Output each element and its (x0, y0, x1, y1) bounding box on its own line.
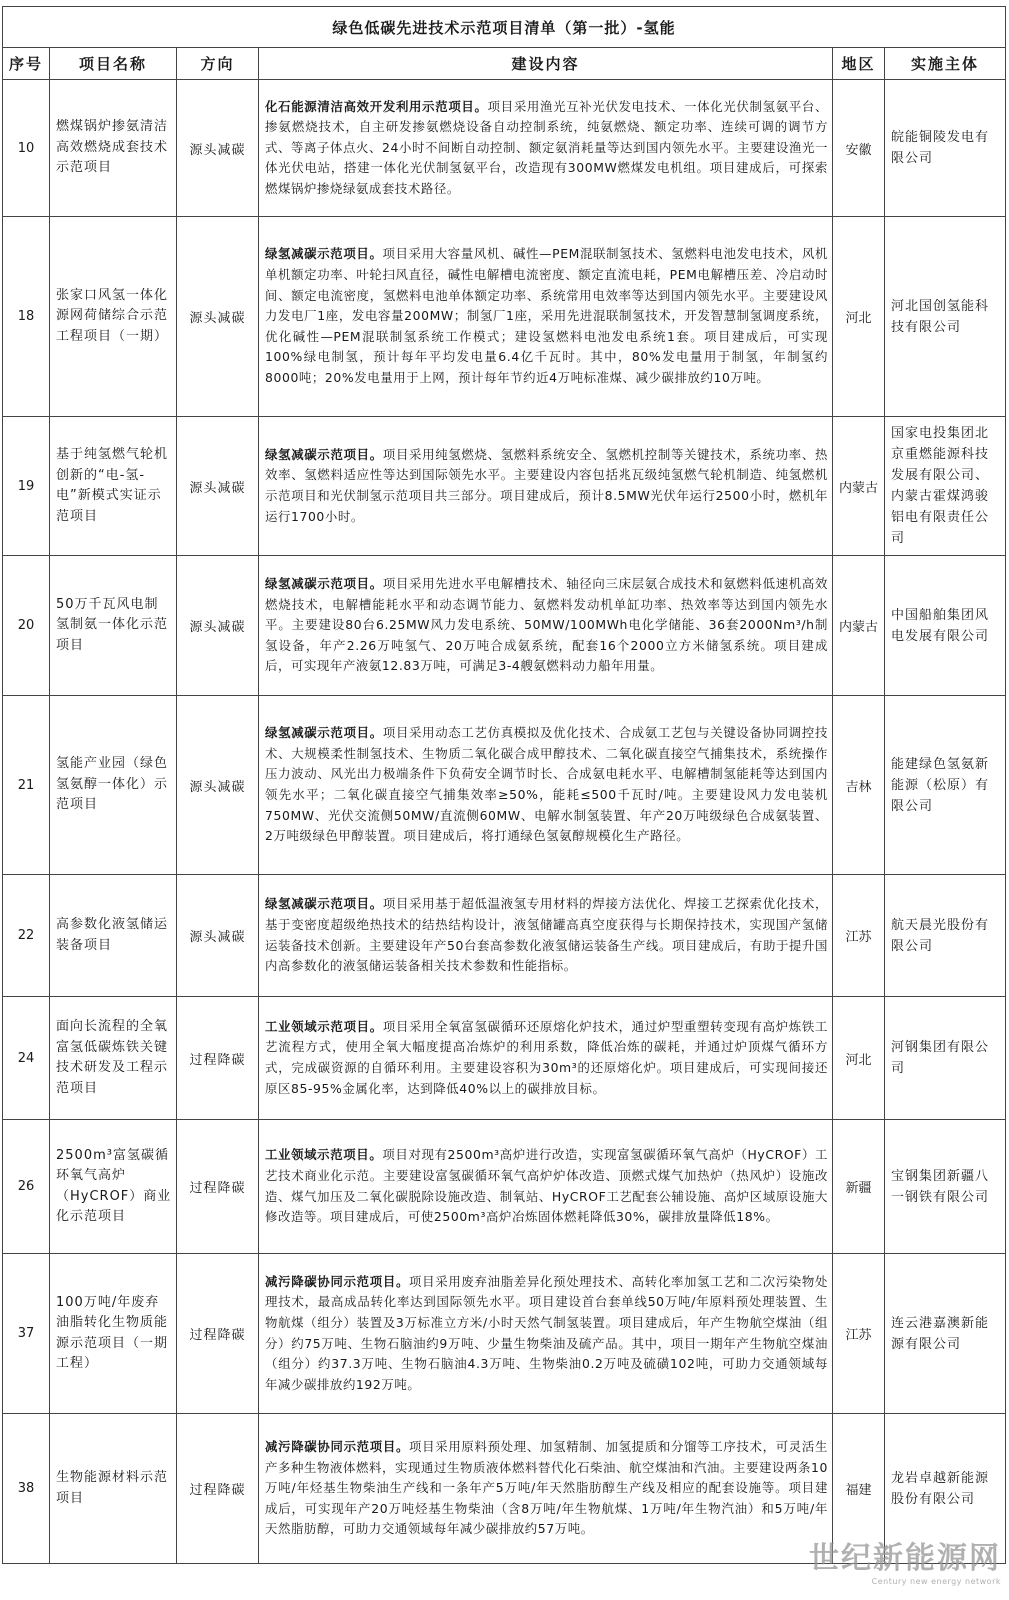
project-name: 50万千瓦风电制氢制氨一体化示范项目 (50, 556, 177, 696)
watermark-sub: Century new energy network (871, 1577, 1001, 1586)
header-region: 地区 (833, 48, 885, 80)
row-number: 38 (3, 1414, 50, 1564)
project-content (259, 1414, 833, 1564)
header-content: 建设内容 (259, 48, 833, 80)
watermark-main: 世纪新能源网 (809, 1541, 1001, 1576)
table-row (3, 696, 1006, 875)
project-category: 绿氢减碳示范项目。 (265, 446, 383, 462)
project-region: 内蒙古 (833, 556, 885, 696)
project-direction: 过程降碳 (177, 1120, 259, 1254)
row-number: 20 (3, 556, 50, 696)
header-name: 项目名称 (50, 48, 177, 80)
project-org: 河北国创氢能科技有限公司 (885, 217, 1006, 417)
project-content-text: 项目对现有2500m³高炉进行改造，实现富氢碳循环氧气高炉（HyCROF）工艺技术商业化示范。主要建设富氢碳循环氧气高炉炉体改造、顶燃式煤气加热炉（热风炉）设施改造、煤气加压及二氧化碳脱除设施改造、制氧站、HyCROF工艺配套公辅设施、高炉区域原设施大修改造等。项目建成后，可使2500m³高炉冶炼固体燃耗降低30%，碳排放量降低18%。 (265, 1147, 828, 1225)
table-row (3, 1254, 1006, 1414)
project-direction: 源头减碳 (177, 875, 259, 997)
project-org: 中国船舶集团风电发展有限公司 (885, 556, 1006, 696)
table-row (3, 1120, 1006, 1254)
project-content-text: 项目采用先进水平电解槽技术、轴径向三床层氨合成技术和氨燃料低速机高效燃烧技术，电解槽能耗水平和动态调节能力、氨燃料发动机单缸功率、热效率等达到国内领先水平。主要建设80台6.25MW风力发电系统、50MW/100MWh电化学储能、36套2000Nm³/h制氢设备，年产2.26万吨氢气、20万吨合成氨系统，配套16个2000立方米储氢系统。项目建成后，可实现年产液氨12.83万吨，可满足3-4艘氨燃料动力船年用量。 (265, 576, 828, 674)
project-content-text: 项目采用原料预处理、加氢精制、加氢提质和分馏等工序技术，可灵活生产多种生物液体燃料，实现通过生物质液体燃料替代化石柴油、航空煤油和汽油。主要建设两条10万吨/年烃基生物柴油生产线和一条年产5万吨/年天然脂肪醇生产线及相应的配套设施等。项目建成后，可实现年产20万吨烃基生物柴油（含8万吨/年生物航煤、1万吨/年生物汽油）和5万吨/年天然脂肪醇，可助力交通领域每年减少碳排放约57万吨。 (265, 1439, 828, 1537)
project-name: 100万吨/年废弃油脂转化生物质能源示范项目（一期工程） (50, 1254, 177, 1414)
project-content-text: 项目采用纯氢燃烧、氢燃料系统安全、氢燃机控制等关键技术，系统功率、热效率、氢燃料适应性等达到国际领先水平。主要建设内容包括兆瓦级纯氢燃气轮机制造、纯氢燃机示范项目和光伏制氢示范项目共三部分。项目建成后，预计8.5MW光伏年运行2500小时，燃机年运行1700小时。 (265, 446, 828, 524)
header-no: 序号 (3, 48, 50, 80)
project-category: 减污降碳协同示范项目。 (265, 1439, 410, 1455)
project-org: 能建绿色氢氨新能源（松原）有限公司 (885, 696, 1006, 875)
project-content-text: 项目采用大容量风机、碱性—PEM混联制氢技术、氢燃料电池发电技术，风机单机额定功率、叶轮扫风直径，碱性电解槽电流密度、额定直流电耗，PEM电解槽压差、冷启动时间、额定电流密度，氢燃料电池单体额定功率、系统常用电效率等达到国内领先水平。主要建设风力发电厂1座，发电容量200MW；制氢厂1座，采用先进混联制氢技术，开发智慧制氢调度系统，优化碱性—PEM混联制氢系统工作模式；建设氢燃料电池发电系统1套。项目建成后，可实现100%绿电制氢，预计每年平均发电量6.4亿千瓦时。其中，80%发电量用于制氢，年制氢约8000吨；20%发电量用于上网，预计每年节约近4万吨标准煤、减少碳排放约10万吨。 (265, 246, 828, 385)
project-direction: 源头减碳 (177, 417, 259, 556)
project-region: 江苏 (833, 875, 885, 997)
project-content-text: 项目采用基于超低温液氢专用材料的焊接方法优化、焊接工艺探索优化技术，基于变密度超级绝热技术的结热结构设计，液氢储罐高真空度获得与长期保持技术，实现国产氢储运装备技术创新。主要建设年产50台套高参数化液氢储运装备生产线。项目建成后，有助于提升国内高参数化的液氢储运装备相关技术参数和性能指标。 (265, 896, 828, 974)
project-name: 张家口风氢一体化源网荷储综合示范工程项目（一期） (50, 217, 177, 417)
row-number: 26 (3, 1120, 50, 1254)
project-content (259, 997, 833, 1120)
project-content (259, 217, 833, 417)
project-direction: 源头减碳 (177, 217, 259, 417)
project-direction: 源头减碳 (177, 80, 259, 217)
project-category: 工业领域示范项目。 (265, 1018, 383, 1034)
project-org: 宝钢集团新疆八一钢铁有限公司 (885, 1120, 1006, 1254)
table-row (3, 997, 1006, 1120)
row-number: 22 (3, 875, 50, 997)
project-content (259, 556, 833, 696)
watermark (809, 1533, 1001, 1586)
project-content-text: 项目采用全氧富氢碳循环还原熔化炉技术，通过炉型重塑转变现有高炉炼铁工艺流程方式，使用全氧大幅度提高冶炼炉的利用系数，降低冶炼的碳耗，并通过炉顶煤气循环方式，完成碳资源的自循环利用。主要建设容积为30m³的还原熔化炉。项目建成后，可实现间接还原区85-95%金属化率，达到降低40%以上的碳排放目标。 (265, 1018, 828, 1096)
project-content (259, 1120, 833, 1254)
header-org: 实施主体 (885, 48, 1006, 80)
table-row (3, 217, 1006, 417)
project-org: 河钢集团有限公司 (885, 997, 1006, 1120)
project-region: 吉林 (833, 696, 885, 875)
project-content-text: 项目采用渔光互补光伏发电技术、一体化光伏制氢氨平台、掺氨燃烧技术，自主研发掺氨燃烧设备自动控制系统，纯氨燃烧、额定功率、连续可调的调节方式、等离子体点火、24小时不间断自动控制、额定氨消耗量等达到国内领先水平。主要建设渔光一体光伏电站，搭建一体化光伏制氢氨平台，改造现有300MW燃煤发电机组。项目建成后，可探索燃煤锅炉掺烧绿氨成套技术路径。 (265, 98, 828, 196)
row-number: 10 (3, 80, 50, 217)
project-region: 福建 (833, 1414, 885, 1564)
project-category: 绿氢减碳示范项目。 (265, 725, 383, 741)
project-org: 航天晨光股份有限公司 (885, 875, 1006, 997)
table-row (3, 875, 1006, 997)
row-number: 19 (3, 417, 50, 556)
row-number: 24 (3, 997, 50, 1120)
project-region: 江苏 (833, 1254, 885, 1414)
header-row (3, 48, 1006, 80)
project-name: 燃煤锅炉掺氨清洁高效燃烧成套技术示范项目 (50, 80, 177, 217)
table-title: 绿色低碳先进技术示范项目清单（第一批）-氢能 (3, 7, 1006, 48)
project-content (259, 1254, 833, 1414)
project-region: 安徽 (833, 80, 885, 217)
project-direction: 源头减碳 (177, 696, 259, 875)
project-name: 2500m³富氢碳循环氧气高炉（HyCROF）商业化示范项目 (50, 1120, 177, 1254)
project-direction: 源头减碳 (177, 556, 259, 696)
project-category: 工业领域示范项目。 (265, 1147, 383, 1163)
project-region: 河北 (833, 997, 885, 1120)
row-number: 21 (3, 696, 50, 875)
row-number: 18 (3, 217, 50, 417)
project-name: 生物能源材料示范项目 (50, 1414, 177, 1564)
project-content (259, 417, 833, 556)
project-content (259, 696, 833, 875)
table-row (3, 556, 1006, 696)
project-region: 新疆 (833, 1120, 885, 1254)
project-region: 内蒙古 (833, 417, 885, 556)
project-content-text: 项目采用动态工艺仿真模拟及优化技术、合成氨工艺包与关键设备协同调控技术、大规模柔性制氢技术、生物质二氧化碳合成甲醇技术、二氧化碳直接空气捕集技术，系统操作压力波动、风光出力极端条件下负荷安全调节时长、合成氨电耗水平、电解槽制氢能耗等达到国内领先水平；二氧化碳直接空气捕集效率≥50%，能耗≤500千瓦时/吨。主要建设风力发电装机750MW、光伏交流侧50MW/直流侧60MW、电解水制氢装置、年产20万吨级绿色合成氨装置、2万吨级绿色甲醇装置。项目建成后，将打通绿色氢氨醇规模化生产路径。 (265, 725, 828, 844)
project-name: 氢能产业园（绿色氢氨醇一体化）示范项目 (50, 696, 177, 875)
project-category: 减污降碳协同示范项目。 (265, 1273, 410, 1289)
table-row (3, 417, 1006, 556)
project-org: 国家电投集团北京重燃能源科技发展有限公司、内蒙古霍煤鸿骏铝电有限责任公司 (885, 417, 1006, 556)
project-direction: 过程降碳 (177, 1254, 259, 1414)
project-content-text: 项目采用废弃油脂差异化预处理技术、高转化率加氢工艺和二次污染物处理技术，最高成品转化率达到国际领先水平。项目建设首台套单线50万吨/年原料预处理装置、生物航煤（组分）装置及3万标准立方米/小时天然气制氢装置。项目建成后，年产生物航空煤油（组分）约75万吨、生物石脑油约9万吨、少量生物柴油及硫产品。其中，项目一期年产生物航空煤油（组分）约37.3万吨、生物石脑油4.3万吨、生物柴油0.2万吨及硫磺102吨，可助力交通领域每年减少碳排放约192万吨。 (265, 1273, 828, 1392)
project-content (259, 875, 833, 997)
project-content (259, 80, 833, 217)
project-category: 绿氢减碳示范项目。 (265, 896, 383, 912)
project-direction: 过程降碳 (177, 997, 259, 1120)
header-direction: 方向 (177, 48, 259, 80)
project-category: 绿氢减碳示范项目。 (265, 576, 383, 592)
project-org: 皖能铜陵发电有限公司 (885, 80, 1006, 217)
table-row (3, 80, 1006, 217)
project-name: 面向长流程的全氧富氢低碳炼铁关键技术研发及工程示范项目 (50, 997, 177, 1120)
project-category: 化石能源清洁高效开发利用示范项目。 (265, 98, 488, 114)
project-name: 基于纯氢燃气轮机创新的“电-氢-电”新模式实证示范项目 (50, 417, 177, 556)
row-number: 37 (3, 1254, 50, 1414)
project-direction: 过程降碳 (177, 1414, 259, 1564)
project-region: 河北 (833, 217, 885, 417)
project-table (2, 6, 1006, 1564)
project-org: 连云港嘉澳新能源有限公司 (885, 1254, 1006, 1414)
project-category: 绿氢减碳示范项目。 (265, 246, 383, 262)
project-org: 龙岩卓越新能源股份有限公司 (885, 1414, 1006, 1564)
project-name: 高参数化液氢储运装备项目 (50, 875, 177, 997)
